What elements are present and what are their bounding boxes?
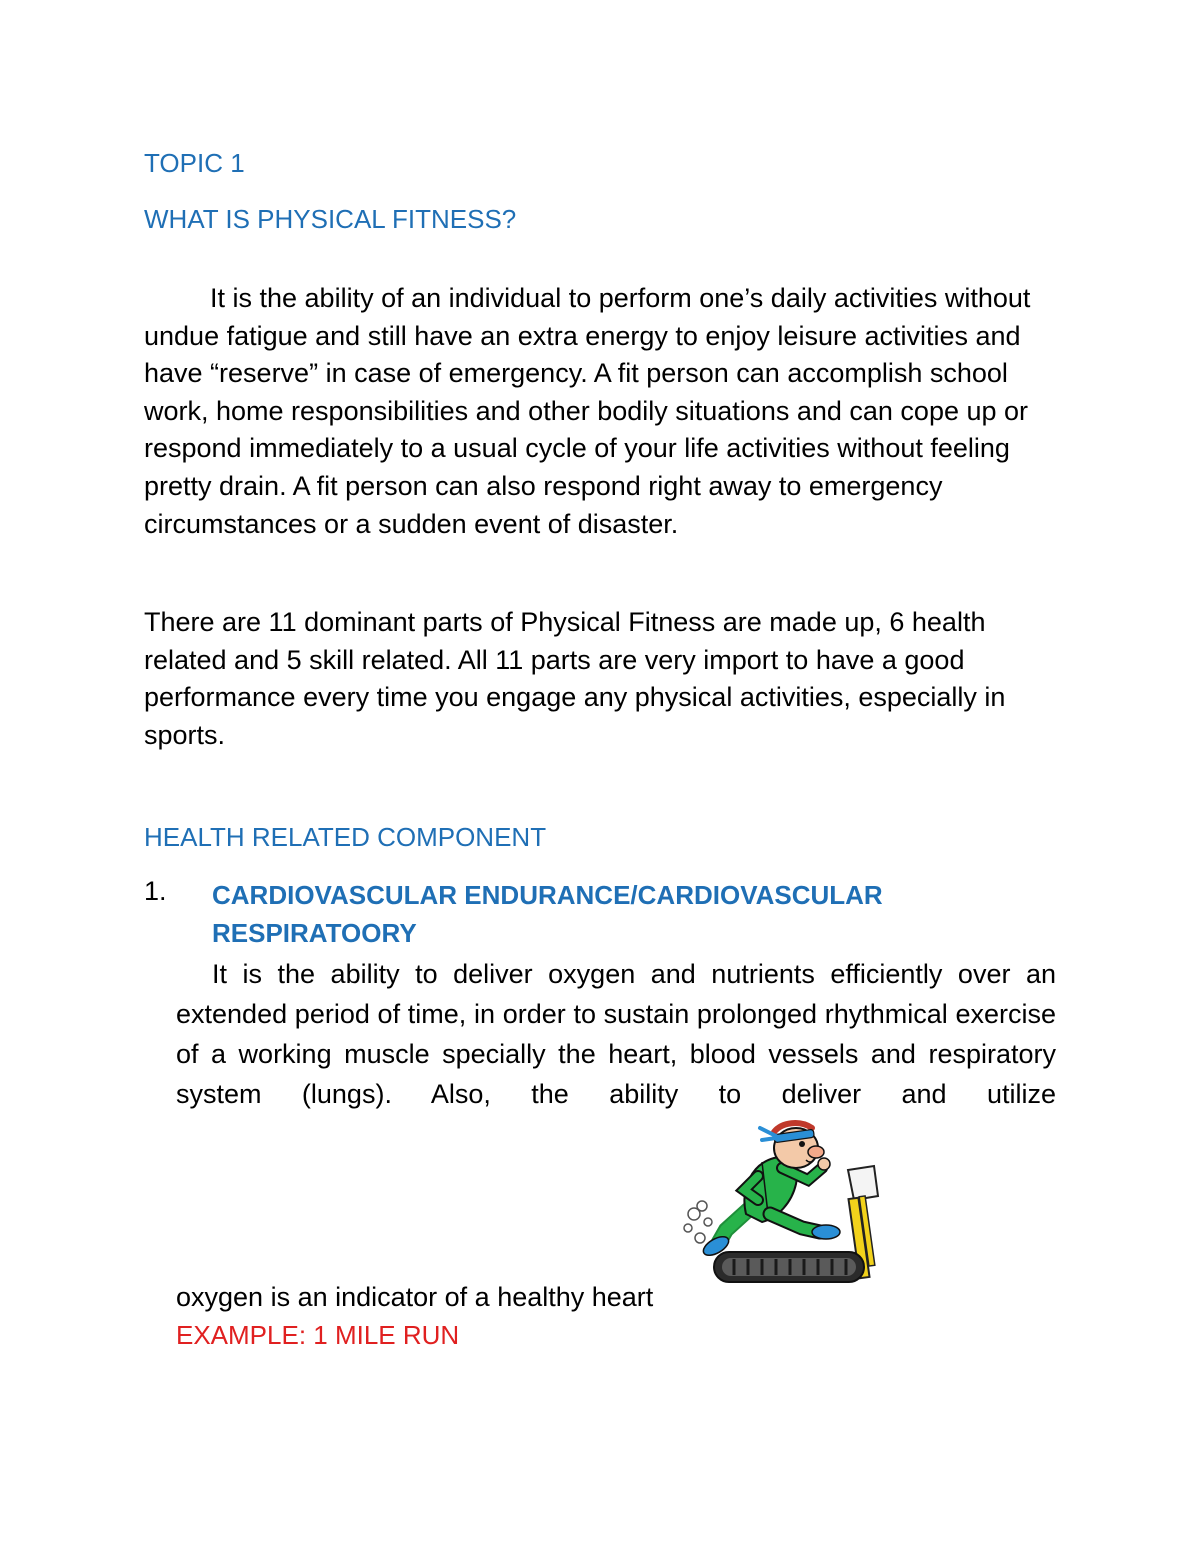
- parts-paragraph: There are 11 dominant parts of Physical Fitness are made up, 6 health related and 5 skill related. All 11 parts are very import to have a good performance every time you engage any physical activities, especially in sports.: [144, 607, 1006, 750]
- dust-puffs: [684, 1201, 712, 1243]
- health-related-heading: HEALTH RELATED COMPONENT: [144, 822, 547, 852]
- topic-label: TOPIC 1: [144, 148, 245, 178]
- example-label: EXAMPLE: 1 MILE RUN: [176, 1320, 460, 1350]
- list-item-continuation: oxygen is an indicator of a healthy heart: [176, 1282, 654, 1312]
- treadmill-runner-icon: [678, 1118, 898, 1298]
- list-item-heading: CARDIOVASCULAR ENDURANCE/CARDIOVASCULAR RESPIRATOORY: [212, 880, 883, 948]
- section-title: WHAT IS PHYSICAL FITNESS?: [144, 204, 517, 234]
- intro-paragraph: It is the ability of an individual to perform one’s daily activities without undue fatigue and still have an extra energy to enjoy leisure activities and have “reserve” in case of emergency. A fit person can accomplish school work, home responsibilities and other bodily situations and can cope up or respond immediately to a usual cycle of your life activities without feeling pretty drain. A fit person can also respond right away to emergency circumstances or a sudden event of disaster.: [144, 283, 1031, 539]
- treadmill-belt: [714, 1252, 864, 1282]
- list-item-description: It is the ability to deliver oxygen and nutrients efficiently over an extended period of time, in order to sustain prolonged rhythmical exercise of a working muscle specially the heart, blood vessels and respiratory system (lungs). Also, the ability to deliver and utilize: [176, 959, 1056, 1109]
- list-item-number: 1.: [144, 876, 167, 906]
